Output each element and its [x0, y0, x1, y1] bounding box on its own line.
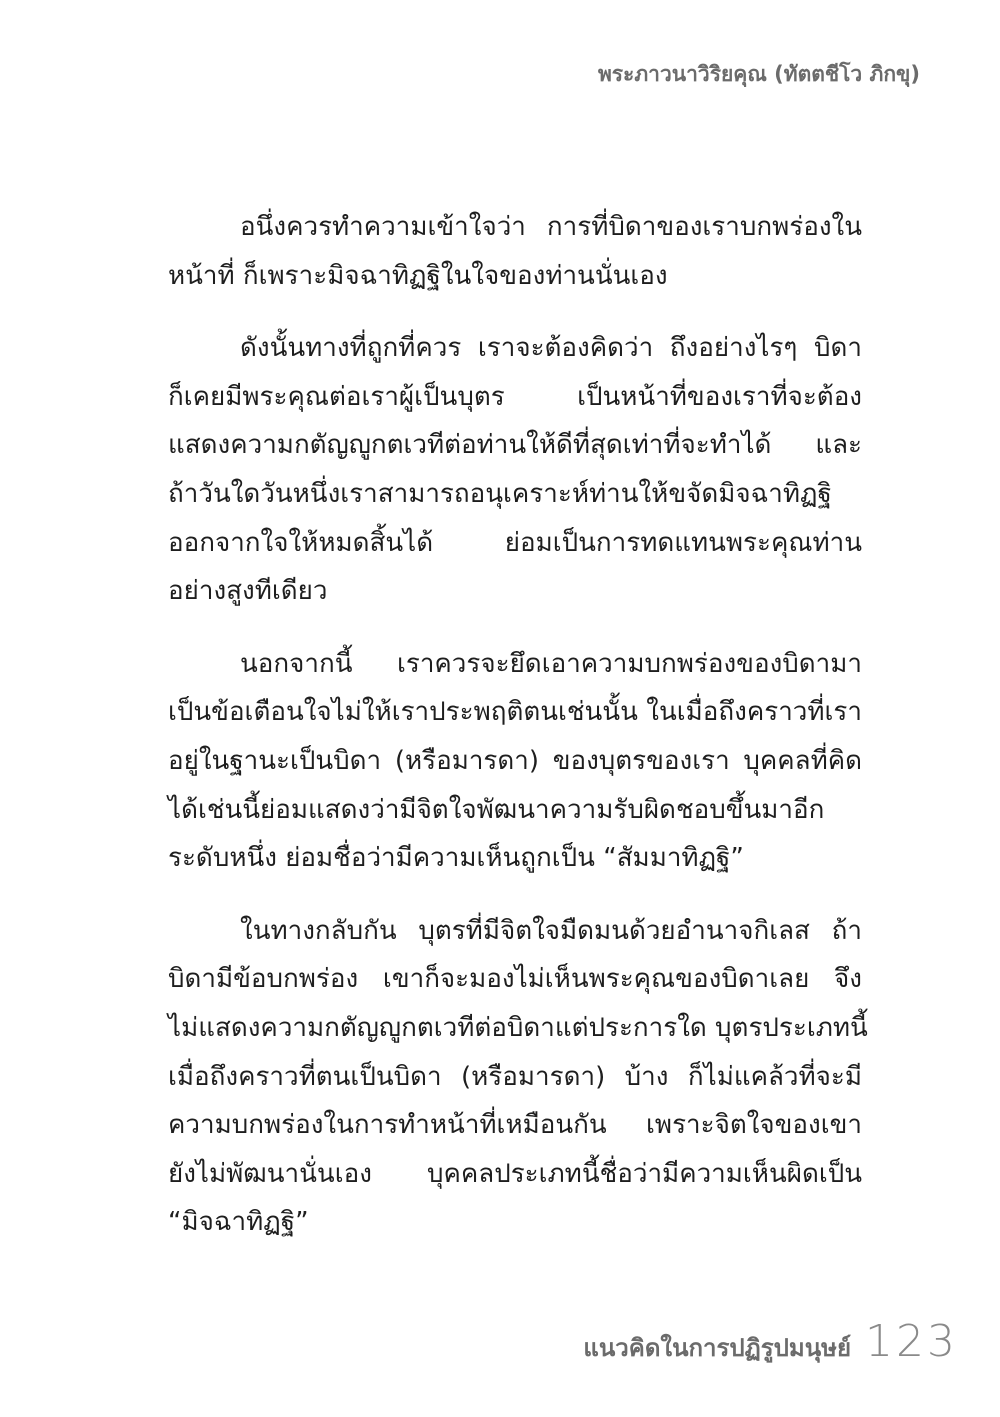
paragraph	[168, 203, 862, 300]
text-line: ได้เช่นนี้ย่อมแสดงว่ามีจิตใจพัฒนาความรับผิดชอบขึ้นมาอีก	[168, 794, 825, 825]
text-line: “มิจฉาทิฏฐิ”	[168, 1207, 309, 1238]
paragraph	[168, 324, 862, 616]
text-line: ไม่แสดงความกตัญญูกตเวทีต่อบิดาแต่ประการใด บุตรประเภทนี้	[168, 1012, 868, 1043]
text-line: หน้าที่ ก็เพราะมิจฉาทิฏฐิในใจของท่านนั่นเอง	[168, 260, 668, 291]
text-line: เมื่อถึงคราวที่ตนเป็นบิดา (หรือมารดา) บ้าง ก็ไม่แคล้วที่จะมี	[168, 1061, 862, 1092]
paragraph	[168, 907, 868, 1247]
book-title: แนวคิดในการปฏิรูปมนุษย์	[583, 1334, 852, 1362]
text-line: นอกจากนี้ เราควรจะยึดเอาความบกพร่องของบิดามา	[240, 648, 862, 679]
text-line: อย่างสูงทีเดียว	[168, 576, 328, 607]
text-line: ถ้าวันใดวันหนึ่งเราสามารถอนุเคราะห์ท่านให้ขจัดมิจฉาทิฏฐิ	[168, 478, 832, 509]
text-line: ระดับหนึ่ง ย่อมชื่อว่ามีความเห็นถูกเป็น “สัมมาทิฏฐิ”	[168, 843, 744, 874]
text-line: อยู่ในฐานะเป็นบิดา (หรือมารดา) ของบุตรของเรา บุคคลที่คิด	[168, 745, 862, 776]
text-line: ยังไม่พัฒนานั่นเอง บุคคลประเภทนี้ชื่อว่ามีความเห็นผิดเป็น	[168, 1158, 862, 1189]
text-line: อนึ่งควรทำความเข้าใจว่า การที่บิดาของเราบกพร่องใน	[240, 212, 862, 242]
paragraph	[168, 640, 862, 883]
text-line: เป็นข้อเตือนใจไม่ให้เราประพฤติตนเช่นนั้น ในเมื่อถึงคราวที่เรา	[168, 697, 862, 728]
body-text	[168, 203, 868, 1247]
text-line: ก็เคยมีพระคุณต่อเราผู้เป็นบุตร เป็นหน้าที่ของเราที่จะต้อง	[168, 381, 862, 412]
text-line: แสดงความกตัญญูกตเวทีต่อท่านให้ดีที่สุดเท่าที่จะทำได้ และ	[168, 430, 862, 461]
text-line: ในทางกลับกัน บุตรที่มีจิตใจมืดมนด้วยอำนาจกิเลส ถ้า	[240, 915, 862, 946]
text-line: ดังนั้นทางที่ถูกที่ควร เราจะต้องคิดว่า ถึงอย่างไรๆ บิดา	[240, 333, 862, 364]
text-line: ออกจากใจให้หมดสิ้นได้ ย่อมเป็นการทดแทนพระคุณท่าน	[168, 527, 862, 558]
text-line: บิดามีข้อบกพร่อง เขาก็จะมองไม่เห็นพระคุณของบิดาเลย จึง	[168, 964, 862, 995]
page-footer	[583, 1316, 958, 1367]
page-number: 123	[865, 1316, 958, 1367]
text-line: ความบกพร่องในการทำหน้าที่เหมือนกัน เพราะจิตใจของเขา	[168, 1110, 862, 1141]
running-header: พระภาวนาวิริยคุณ (ทัตตชีโว ภิกขุ)	[597, 62, 920, 86]
